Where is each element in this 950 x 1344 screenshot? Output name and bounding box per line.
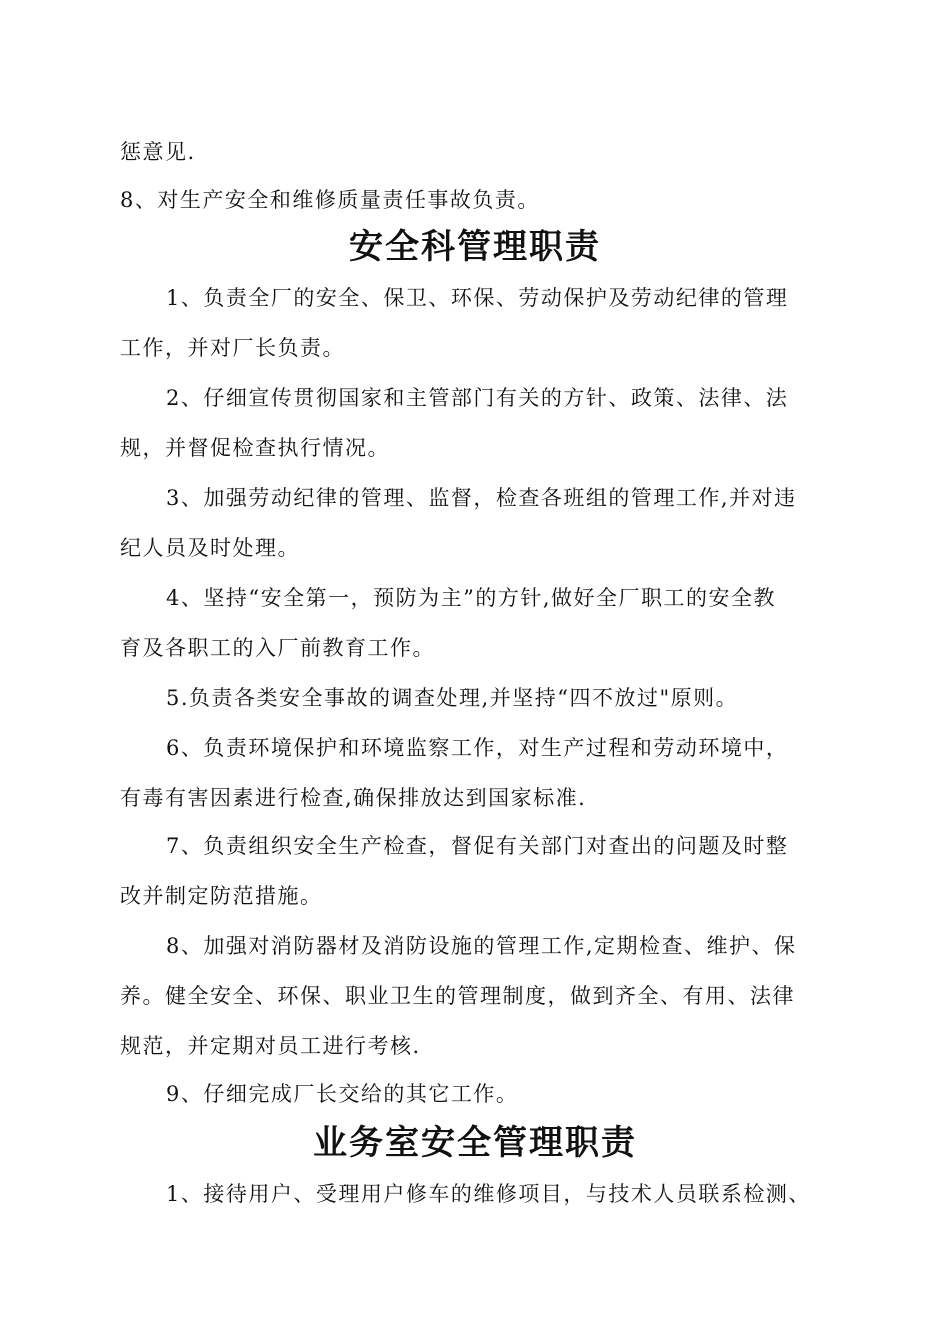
paragraph-line: 1、接待用户、受理用户修车的维修项目，与技术人员联系检测、: [166, 1182, 811, 1206]
paragraph-line: 有毒有害因素进行检查,确保排放达到国家标准.: [120, 786, 587, 810]
paragraph-line: 2、仔细宣传贯彻国家和主管部门有关的方针、政策、法律、法: [166, 386, 789, 410]
section-title-safety: 安全科管理职责: [349, 227, 601, 267]
paragraph-line: 养。健全安全、环保、职业卫生的管理制度，做到齐全、有用、法律: [120, 984, 795, 1008]
section-title-business: 业务室安全管理职责: [313, 1123, 637, 1163]
paragraph-line: 1、负责全厂的安全、保卫、环保、劳动保护及劳动纪律的管理: [166, 286, 789, 310]
paragraph-line: 规范，并定期对员工进行考核.: [120, 1034, 421, 1058]
paragraph-line: 4、坚持“安全第一，预防为主”的方针,做好全厂职工的安全教: [166, 586, 777, 610]
paragraph-line: 8、加强对消防器材及消防设施的管理工作,定期检查、维护、保: [166, 934, 797, 958]
paragraph-line: 改并制定防范措施。: [120, 884, 323, 908]
paragraph-line: 5.负责各类安全事故的调查处理,并坚持“四不放过"原则。: [166, 686, 739, 710]
paragraph-line: 3、加强劳动纪律的管理、监督，检查各班组的管理工作,并对违: [166, 486, 797, 510]
paragraph-line: 纪人员及时处理。: [120, 536, 300, 560]
paragraph-line: 规，并督促检查执行情况。: [120, 436, 390, 460]
paragraph-line: 8、对生产安全和维修质量责任事故负责。: [120, 188, 540, 212]
paragraph-line: 工作，并对厂长负责。: [120, 336, 345, 360]
paragraph-line: 7、负责组织安全生产检查，督促有关部门对查出的问题及时整: [166, 834, 789, 858]
paragraph-line: 惩意见.: [120, 140, 196, 164]
paragraph-line: 6、负责环境保护和环境监察工作，对生产过程和劳动环境中，: [166, 736, 789, 760]
paragraph-line: 育及各职工的入厂前教育工作。: [120, 636, 435, 660]
paragraph-line: 9、仔细完成厂长交给的其它工作。: [166, 1082, 519, 1106]
